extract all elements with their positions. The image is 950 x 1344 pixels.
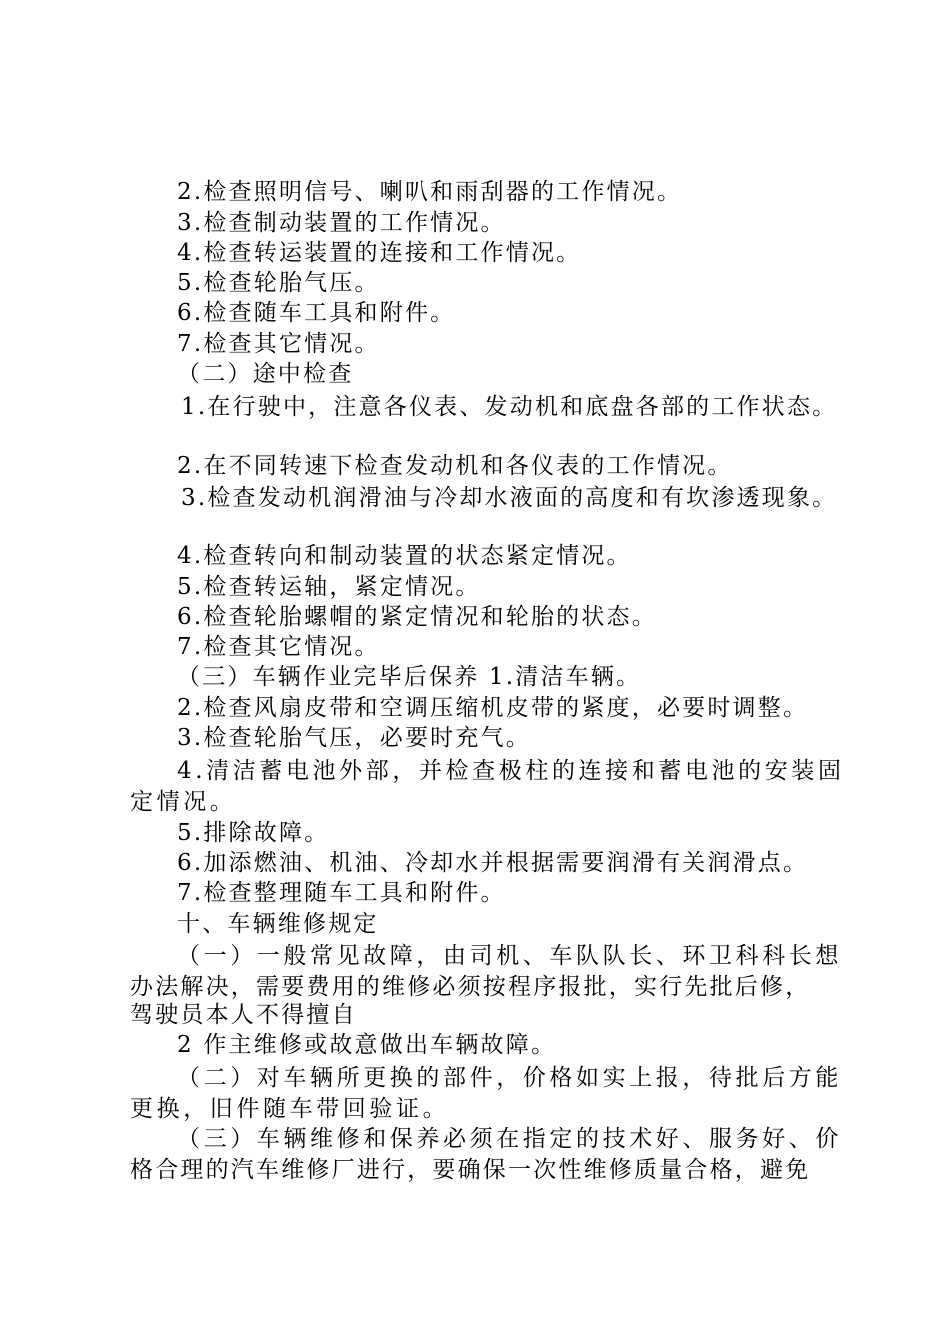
text-line: 1.在行驶中，注意各仪表、发动机和底盘各部的工作状态。 — [181, 394, 838, 420]
text-line: 5.排除故障。 — [177, 820, 330, 846]
text-line: 定情况。 — [130, 789, 237, 815]
text-line: 办法解决，需要费用的维修必须按程序报批，实行先批后修， — [130, 974, 811, 1000]
section-heading: （三）车辆作业完毕后保养 1.清洁车辆。 — [177, 664, 642, 690]
text-line: 3.检查制动装置的工作情况。 — [177, 210, 506, 236]
text-line: 更换，旧件随车带回验证。 — [130, 1096, 450, 1122]
text-line: 4.清洁蓄电池外部，并检查极柱的连接和蓄电池的安装固 — [177, 758, 845, 784]
text-line: 6.检查随车工具和附件。 — [177, 300, 456, 326]
text-line: 4.检查转运装置的连接和工作情况。 — [177, 240, 582, 266]
text-line: 驾驶员本人不得擅自 — [130, 1002, 357, 1028]
text-line: （一）一般常见故障，由司机、车队队长、环卫科科长想 — [177, 943, 842, 969]
text-line: 2.检查风扇皮带和空调压缩机皮带的紧度，必要时调整。 — [177, 695, 809, 721]
text-line: 5.检查转运轴，紧定情况。 — [177, 574, 481, 600]
text-line: 2.检查照明信号、喇叭和雨刮器的工作情况。 — [177, 179, 683, 205]
text-line: 3.检查轮胎气压，必要时充气。 — [177, 725, 531, 751]
section-heading: （二）途中检查 — [177, 361, 354, 387]
text-line: 2.在不同转速下检查发动机和各仪表的工作情况。 — [177, 453, 733, 479]
text-line: （二）对车辆所更换的部件，价格如实上报，待批后方能 — [177, 1065, 842, 1091]
text-line: 7.检查其它情况。 — [177, 331, 380, 357]
text-line: 7.检查整理随车工具和附件。 — [177, 880, 506, 906]
text-line: 格合理的汽车维修厂进行，要确保一次性维修质量合格，避免 — [130, 1157, 811, 1183]
text-line: 7.检查其它情况。 — [177, 634, 380, 660]
section-heading: 十、车辆维修规定 — [177, 911, 379, 937]
text-line: 6.检查轮胎螺帽的紧定情况和轮胎的状态。 — [177, 604, 657, 630]
text-line: 5.检查轮胎气压。 — [177, 270, 380, 296]
text-line: 4.检查转向和制动装置的状态紧定情况。 — [177, 543, 632, 569]
text-line: （三）车辆维修和保养必须在指定的技术好、服务好、价 — [177, 1126, 842, 1152]
text-line: 6.加添燃油、机油、冷却水并根据需要润滑有关润滑点。 — [177, 850, 809, 876]
text-line: 3.检查发动机润滑油与冷却水液面的高度和有坎渗透现象。 — [181, 485, 838, 511]
text-line: 2 作主维修或故意做出车辆故障。 — [177, 1032, 557, 1058]
